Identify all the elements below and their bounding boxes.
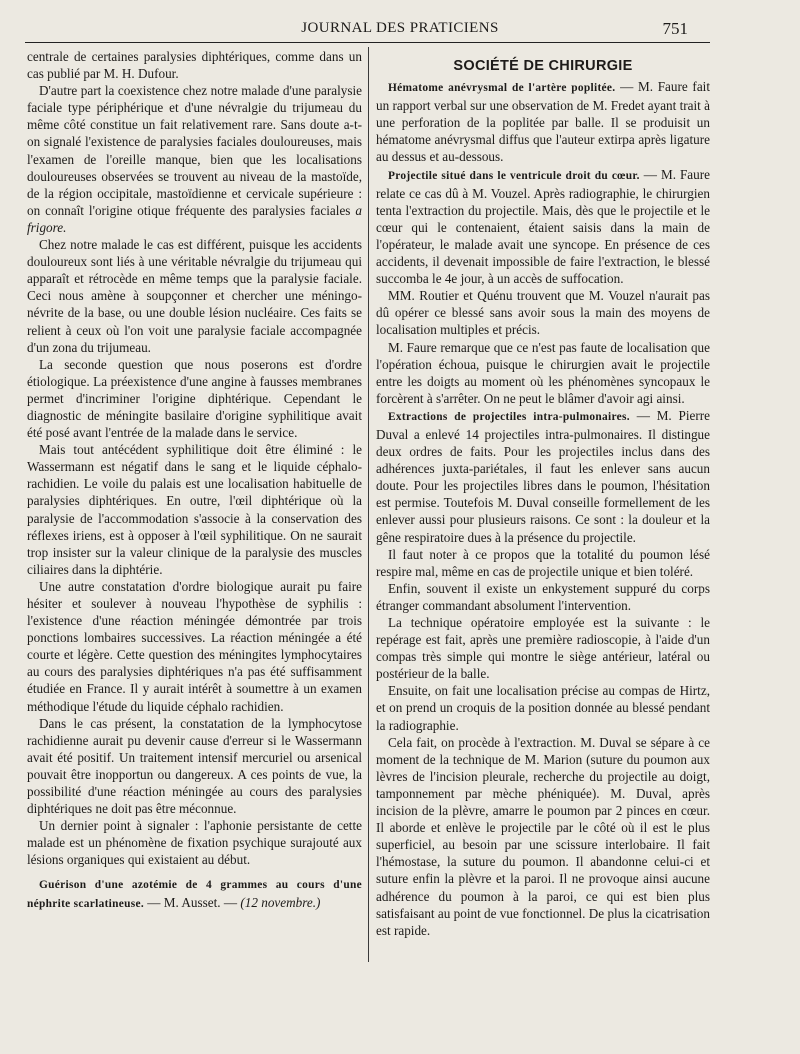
paragraph: Enfin, souvent il existe un enkystement suppuré du corps étranger commandant absolument l'intervention. [376, 580, 710, 613]
paragraph: La seconde question que nous poserons est d'ordre étiologique. La préexistence d'une angine à fausses membranes permet d'incriminer l'origine diphtérique. Cependant le diagnostic de méningite basilaire d'origine syphilitique avait été posé avant l'entrée de la malade dans le service. [27, 356, 362, 441]
paragraph: Dans le cas présent, la constatation de la lymphocytose rachidienne aurait pu devenir cause d'erreur si le Wassermann avait été positif. Un traitement intensif mercuriel ou arsenical pouvait être inopportun ou dangereux. A ces points de vue, la possibilité d'une réaction méningée au cours des paralysies diphtériques ne doit pas être méconnue. [27, 715, 362, 817]
paragraph: Cela fait, on procède à l'extraction. M. Duval se sépare à ce moment de la technique de M. Marion (suture du poumon aux lèvres de l'incision pleurale, recherche du projectile au doigt, tamponnement par mèche phéniquée). M. Duval, après incision de la plèvre, amarre le poumon par 2 pinces en cœur. Il aborde et enlève le projectile par le côté où il est le plus superficiel, au besoin par une scissure interlobaire. Il fait l'hémostase, la suture du poumon. Il abandonne celui-ci et suture enfin la plèvre et la paroi. Il ne provoque ainsi aucune adhérence du poumon à la paroi, ce qui est bien plus satisfaisant au point de vue fonctionnel. De plus la cicatrisation est rapide. [376, 734, 710, 938]
running-header: JOURNAL DES PRATICIENS [301, 20, 499, 36]
paragraph: Ensuite, on fait une localisation précise au compas de Hirtz, et on prend un croquis de la position donnée au blessé pendant la radiographie. [376, 683, 710, 733]
header-rule [25, 42, 710, 43]
paragraph: Hématome anévrysmal de l'artère poplitée. — M. Faure fait un rapport verbal sur une observation de M. Fredet ayant trait à une perforation de la poplitée par balle. Il se produisit un hématome anévrysmal diffus que l'auteur extirpa après ligature au dessus et au-dessous. [376, 79, 711, 165]
article-date: (12 novembre.) [240, 894, 321, 910]
article-entry [27, 875, 362, 913]
paragraph: La technique opératoire employée est la suivante : le repérage est fait, après une première radioscopie, à l'aide d'un compas très simple qui montre le siège antérieur, latéral ou postérieur de la balle. [376, 615, 710, 682]
paragraph: Mais tout antécédent syphilitique doit être éliminé : le Wassermann est négatif dans le sang et le liquide céphalo-rachidien. Le voile du palais est une localisation habituelle de paralysies diphtériques. En outre, l'œil diphtérique où la paralysie de l'accommodation s'associe à la conservation des réflexes iriens, est à opposer à l'œil syphilitique. On ne saurait trop insister sur la valeur clinique de la paralysie des muscles ciliaires dans la diphtérie. [27, 442, 362, 577]
paragraph: D'autre part la coexistence chez notre malade d'une paralysie faciale type périphérique et d'une névralgie du trijumeau du même côté constitue un fait relativement rare. Sans doute a-t-on signalé l'existence de paralysies faciales douloureuses, mais l'examen de l'oreille manque, bien que les localisations douloureuses observées se trouvent au niveau de la mastoïde, de la région occipitale, mastoïdienne et cervicale supérieure : on connaît l'origine otique fréquente des paralysies faciales a frigore. [27, 83, 362, 235]
paragraph: Une autre constatation d'ordre biologique aurait pu faire hésiter et soulever à nouveau l'hypothèse de syphilis : l'existence d'une réaction méningée démontrée par trois ponctions lombaires successives. La réaction méningée a été courte et légère. Cette question des méningites lymphocytaires au cours des paralysies diphtériques n'a pas été suffisamment étudiée en France. Il y aurait intérêt à soumettre à un examen méthodique l'étude du liquide céphalo rachidien. [27, 578, 362, 714]
page-number: 751 [662, 19, 688, 38]
section-heading: SOCIÉTÉ DE CHIRURGIE [453, 58, 633, 74]
article-author: — M. Ausset. — [147, 894, 238, 910]
paragraph: Un dernier point à signaler : l'aphonie persistante de cette malade est un phénomène de fixation psychique surajouté aux lésions organiques qui existaient au début. [27, 818, 362, 868]
column-divider [368, 47, 369, 962]
paragraph: Chez notre malade le cas est différent, puisque les accidents douloureux sont liés à une véritable névralgie du trijumeau qui apparaît et rétrocède en même temps que la paralysie faciale. Ceci nous amène à soupçonner et chercher une méningo-névrite de la base, ou une double lésion nucléaire. Ces faits se relient à ceux où l'on voit une paralysie faciale accompagnée d'un zona du trijumeau. [27, 237, 362, 355]
paragraph: Projectile situé dans le ventricule droit du cœur. — M. Faure relate ce cas dû à M. Vouzel. Après radiographie, le chirurgien tenta l'extraction du projectile. Mais, dès que le projectile et le cœur qui le contenaient, étaient saisis dans la main de l'opérateur, le malade avait une syncope. En présence de ces accidents, il devenait impossible de faire l'extraction, le blessé succomba le 4e jour, à un accès de suffocation. [376, 166, 710, 287]
subsection-title: Extractions de projectiles intra-pulmonaires. [388, 410, 630, 423]
right-column [376, 48, 710, 939]
subsection-title: Projectile situé dans le ventricule droit du cœur. [388, 169, 640, 182]
paragraph: MM. Routier et Quénu trouvent que M. Vouzel n'aurait pas dû opérer ce blessé sans avoir sous la main des moyens de localisation multiples et précis. [376, 288, 710, 338]
paragraph: Il faut noter à ce propos que la totalité du poumon lésé respire mal, même en cas de projectile unique et bien toléré. [376, 546, 710, 579]
subsection-title: Hématome anévrysmal de l'artère poplitée. [388, 82, 616, 95]
paragraph: M. Faure remarque que ce n'est pas faute de localisation que l'opération échoua, puisque le chirurgien avait le projectile entre les doigts au moment où les phénomènes syncopaux le forcèrent à s'arrêter. On ne peut le blâmer d'avoir agi ainsi. [376, 339, 710, 406]
paragraph: Extractions de projectiles intra-pulmonaires. — M. Pierre Duval a enlevé 14 projectiles intra-pulmonaires. Il distingue deux ordres de faits. Pour les projectiles inclus dans des adhérences juxta-pariétales, il faut les enlever sans aucun doute. Pour les projectiles libres dans le poumon, l'hésitation est permise. Toutefois M. Duval conseille formellement de les enlever aussi pour plusieurs raisons. Ce sont : la douleur et la gêne respiratoire dues à la présence du projectile. [376, 407, 711, 545]
paragraph: centrale de certaines paralysies diphtériques, comme dans un cas publié par M. H. Dufour. [27, 49, 362, 82]
article-title: Guérison d'une azotémie de 4 grammes au cours d'une néphrite scarlatineuse. [27, 878, 362, 910]
left-column [27, 48, 362, 913]
